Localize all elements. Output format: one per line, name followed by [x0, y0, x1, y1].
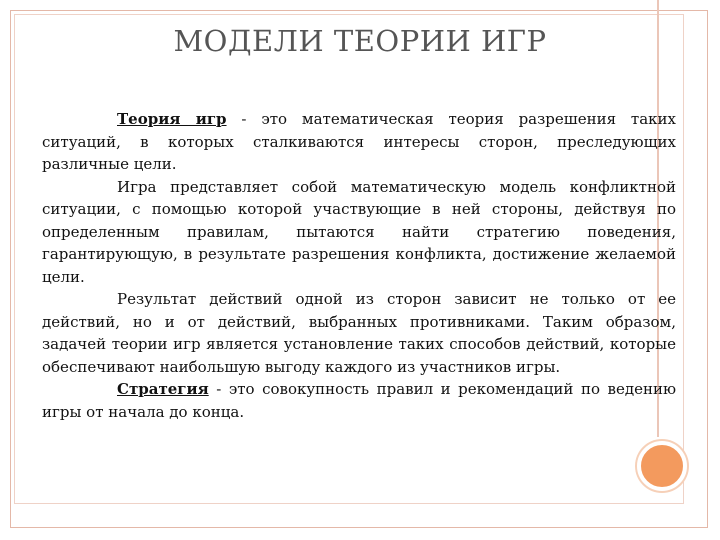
paragraph-game: Игра представляет собой математическую модель конфликтной ситуации, с помощью которой участвующие в ней стороны, действуя по определенным правилам, пытаются найти стратегию поведения, гарантирующую, в результате разрешения конфликта, достижение желаемой цели.	[42, 177, 676, 286]
definition-game-theory: - это математическая теория разрешения таких ситуаций, в которых сталкиваются интересы сторон, преследующих различные цели.	[42, 110, 676, 173]
paragraph-result: Результат действий одной из сторон зависит не только от ее действий, но и от действий, выбранных противниками. Таким образом, задачей теории игр является установление таких способов действий, которые обеспечивают наибольшую выгоду каждого из участников игры.	[42, 290, 676, 376]
paragraph-strategy	[42, 378, 676, 423]
term-game-theory: Теория игр	[117, 110, 227, 128]
decorative-circle	[637, 441, 687, 491]
paragraph-game-theory	[42, 108, 676, 176]
slide-body	[42, 108, 676, 423]
definition-strategy: - это совокупность правил и рекомендаций по ведению игры от начала до конца.	[42, 380, 676, 421]
slide-title: МОДЕЛИ ТЕОРИИ ИГР	[173, 24, 547, 58]
term-strategy: Стратегия	[117, 380, 209, 398]
